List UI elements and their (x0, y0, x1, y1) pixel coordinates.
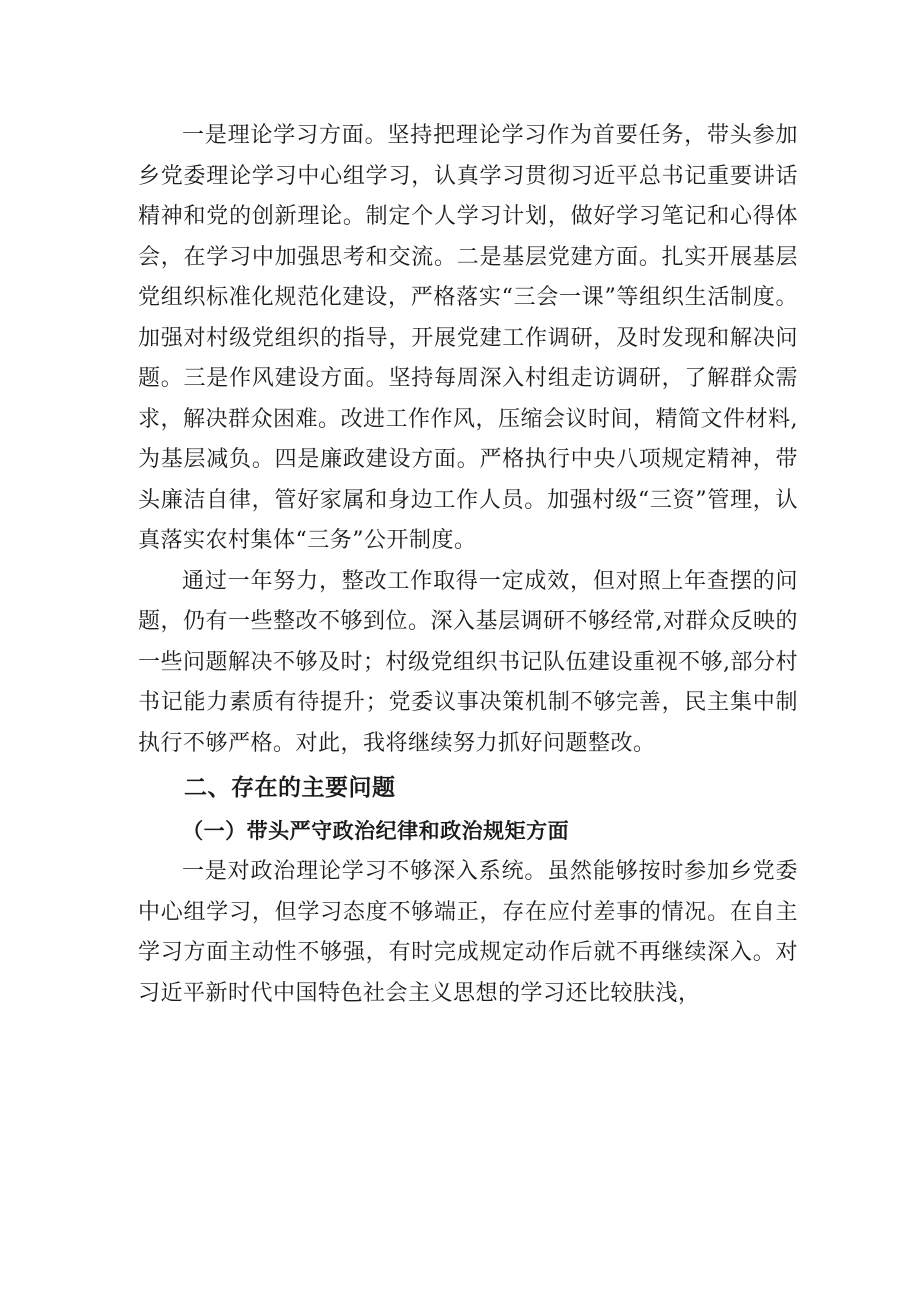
section-heading: 二、存在的主要问题 (184, 775, 396, 801)
subsection-heading: （一）带头严守政治纪律和政治规矩方面 (182, 819, 570, 843)
paragraph-work-review: 一是理论学习方面。坚持把理论学习作为首要任务，带头参加乡党委理论学习中心组学习，认真学习贯彻习近平总书记重要讲话精神和党的创新理论。制定个人学习计划，做好学习笔记和心得体会，在学习中加强思考和交流。二是基层党建方面。扎实开展基层党组织标准化规范化建设，严格落实“三会一课”等组织生活制度。加强对村级党组织的指导，开展党建工作调研，及时发现和解决问题。三是作风建设方面。坚持每周深入村组走访调研，了解群众需求，解决群众困难。改进工作作风，压缩会议时间，精简文件材料,为基层减负。四是廉政建设方面。严格执行中央八项规定精神，带头廉洁自律，管好家属和身边工作人员。加强村级“三资”管理，认真落实农村集体“三务”公开制度。 (138, 123, 798, 553)
paragraph-problem-one: 一是对政治理论学习不够深入系统。虽然能够按时参加乡党委中心组学习，但学习态度不够端正，存在应付差事的情况。在自主学习方面主动性不够强，有时完成规定动作后就不再继续深入。对习近平新时代中国特色社会主义思想的学习还比较肤浅， (138, 859, 798, 1006)
document-body (138, 116, 798, 1014)
paragraph-rectification-status: 通过一年努力，整改工作取得一定成效，但对照上年查摆的问题，仍有一些整改不够到位。深入基层调研不够经常,对群众反映的一些问题解决不够及时；村级党组织书记队伍建设重视不够,部分村书记能力素质有待提升；党委议事决策机制不够完善，民主集中制执行不够严格。对此，我将继续努力抓好问题整改。 (138, 568, 798, 756)
